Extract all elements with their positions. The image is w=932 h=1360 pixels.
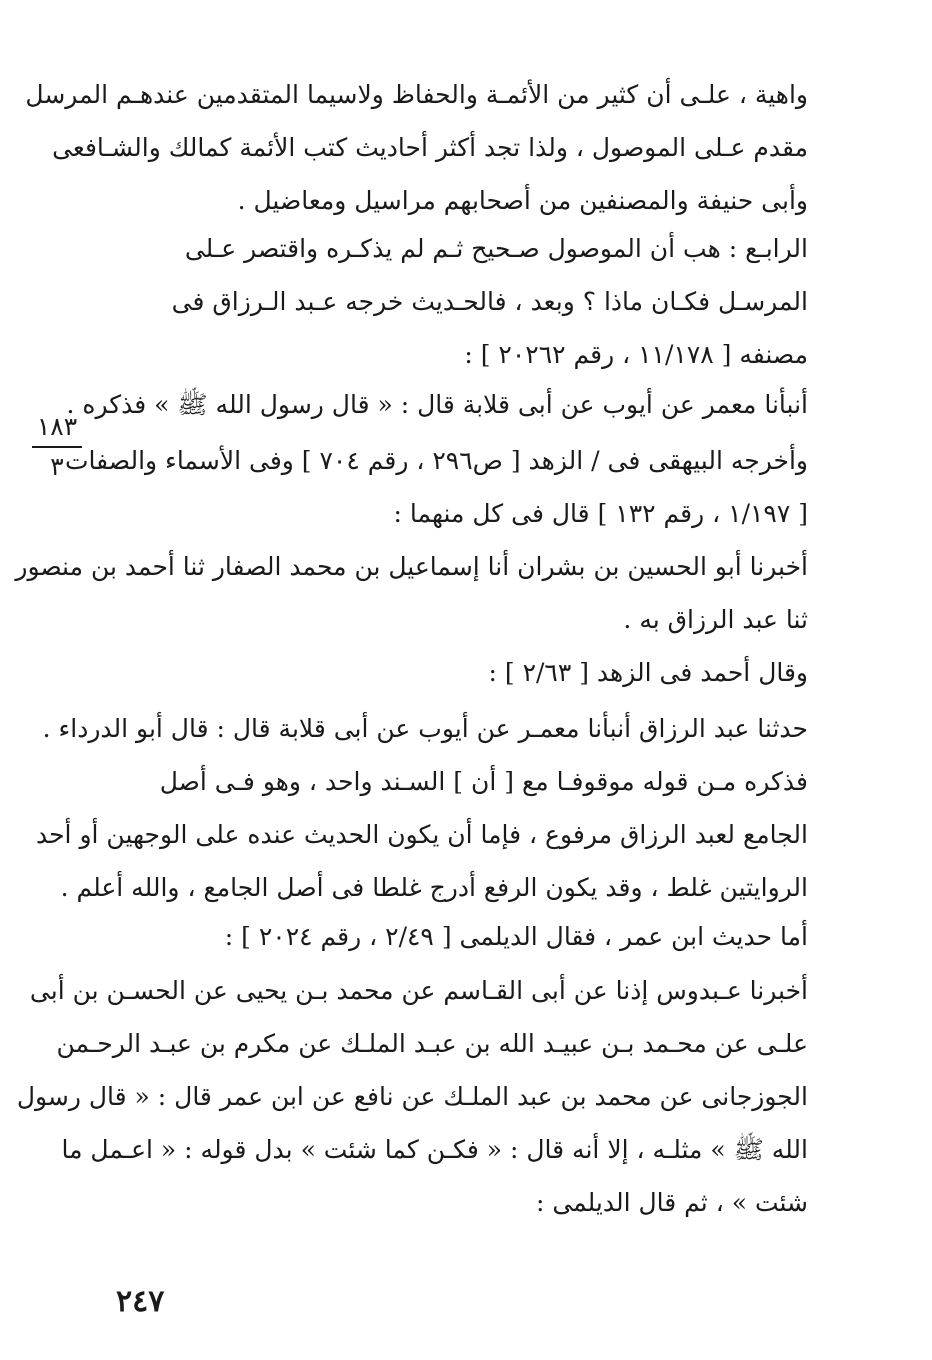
text-line: حدثنا عبد الرزاق أنبأنا معمـر عن أيوب عن أبى قلابة قال : قال أبو الدرداء . [42,714,808,743]
text-line: علـى عن محـمد بـن عبيـد الله بن عبـد الملـك عن مكرم بن عبـد الرحـمن [56,1029,808,1058]
marginal-reference-top: ١٨٣ [36,412,78,441]
text-line: أخبرنا أبو الحسين بن بشران أنا إسماعيل بن محمد الصفار ثنا أحمد بن منصور [15,552,808,581]
text-line: وقال أحمد فى الزهد [ ٢/٦٣ ] : [488,658,808,687]
paragraph-9 [16,964,808,1229]
marginal-page-reference [26,412,88,482]
marginal-reference-divider [32,446,82,448]
text-line: أخبرنا عـبدوس إذنا عن أبى القـاسم عن محمد بـن يحيى عن الحسـن بن أبى [29,976,808,1005]
paragraph-5 [15,540,808,646]
text-line: [ ١/١٩٧ ، رقم ١٣٢ ] قال فى كل منهما : [393,499,808,528]
paragraph-3 [66,378,808,431]
paragraph-8 [104,910,808,963]
text-line: الجامع لعبد الرزاق مرفوع ، فإما أن يكون الحديث عنده على الوجهين أو أحد [35,820,808,849]
text-line: الجوزجانى عن محمد بن عبد الملـك عن نافع عن ابن عمر قال : « قال رسول [16,1082,808,1111]
text-line: مصنفه [ ١١/١٧٨ ، رقم ٢٠٢٦٢ ] : [464,340,808,369]
text-line: الرابـع : هب أن الموصول صـحيح ثـم لم يذكـره واقتصر عـلى [184,234,808,263]
text-line: الله ﷺ » مثلـه ، إلا أنه قال : « فكـن كما شئت » بدل قوله : « اعـمل ما [61,1135,808,1164]
text-line: ثنا عبد الرزاق به . [623,605,808,634]
text-line: أما حديث ابن عمر ، فقال الديلمى [ ٢/٤٩ ، رقم ٢٠٢٤ ] : [224,922,808,951]
paragraph-7 [35,702,808,914]
text-line: الروايتين غلط ، وقد يكون الرفع أدرج غلطا فى أصل الجامع ، والله أعلم . [60,873,808,902]
text-line: شئت » ، ثم قال الديلمى : [535,1188,808,1217]
text-line: فذكره مـن قوله موقوفـا مع [ أن ] السـند واحد ، وهو فـى أصل [159,767,808,796]
text-line: وأخرجه البيهقى فى / الزهد [ ص٢٩٦ ، رقم ٧٠٤ ] وفى الأسماء والصفات [65,446,808,475]
marginal-reference-bottom: ٣ [50,452,64,481]
paragraph-1 [25,68,808,227]
paragraph-6 [104,646,808,699]
text-line: مقدم عـلى الموصول ، ولذا تجد أكثر أحاديث كتب الأئمة كمالك والشـافعى [52,133,808,162]
paragraph-4 [65,434,808,540]
text-line: وأبى حنيفة والمصنفين من أصحابهم مراسيل ومعاضيل . [237,186,808,215]
text-line: أنبأنا معمر عن أيوب عن أبى قلابة قال : « قال رسول الله ﷺ » فذكره . [66,390,808,419]
text-line: واهية ، علـى أن كثير من الأئمـة والحفاظ ولاسيما المتقدمين عندهـم المرسل [25,80,808,109]
page-number: ٢٤٧ [116,1284,165,1319]
text-line: المرسـل فكـان ماذا ؟ وبعد ، فالحـديث خرجه عـبد الـرزاق فى [171,287,808,316]
paragraph-2 [104,222,808,381]
